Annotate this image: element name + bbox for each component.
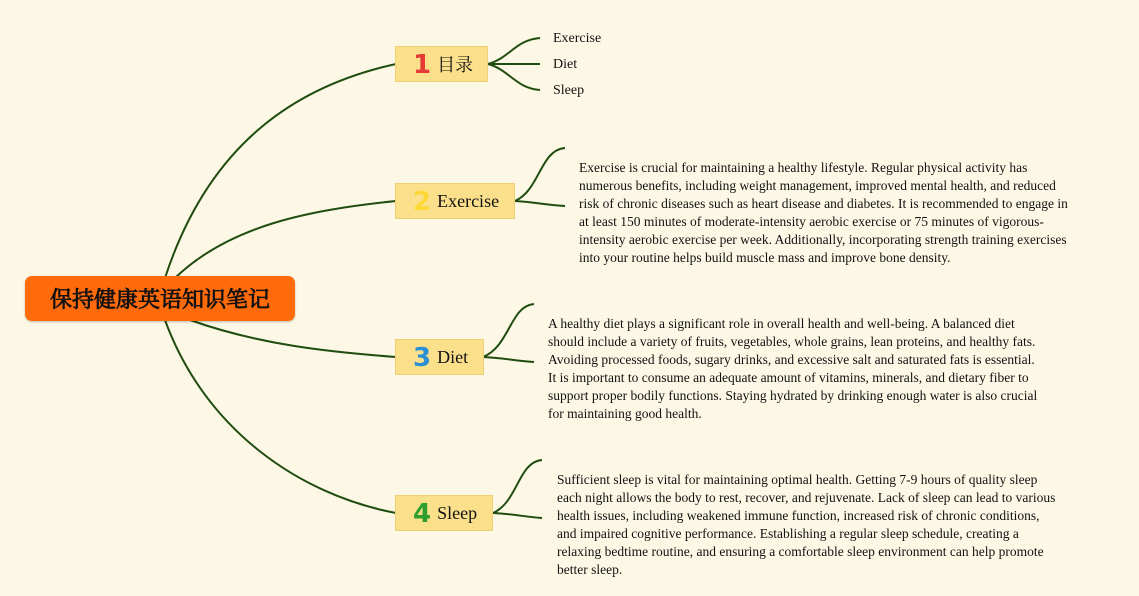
number-2-icon: 2 [413, 187, 432, 217]
connector-root-sleep [165, 320, 396, 513]
branch-diet[interactable] [395, 339, 484, 375]
connector-root-toc [165, 64, 396, 278]
branch-exercise-label: Exercise [437, 190, 500, 211]
diet-note: A healthy diet plays a significant role in overall health and well-being. A balanced diet should include a variety of fruits, vegetables, whole grains, lean proteins, and healthy fats. Avoiding processed foods, sugary drinks, and excessive salt and saturated fats is essential. It is important to consume an adequate amount of vitamins, minerals, and dietary fiber to support proper bodily functions. Staying hydrated by drinking enough water is also crucial for maintaining good health. [548, 316, 1038, 421]
connector-sleep-note [493, 460, 542, 518]
branch-toc[interactable] [395, 46, 488, 82]
number-1-icon: 1 [413, 50, 432, 80]
root-topic-title: 保持健康英语知识笔记 [49, 288, 270, 313]
connector-root-diet [190, 320, 396, 357]
branch-diet-label: Diet [437, 346, 469, 367]
connector-exercise-note [515, 148, 565, 206]
number-3-icon: 3 [413, 343, 432, 373]
root-topic[interactable] [25, 276, 295, 321]
number-4-icon: 4 [413, 499, 432, 529]
connector-toc-sleep [488, 64, 540, 90]
connector-toc-exercise [488, 38, 540, 64]
branch-toc-label: 目录 [437, 55, 474, 76]
toc-item-sleep[interactable]: Sleep [553, 83, 585, 98]
toc-item-exercise[interactable]: Exercise [553, 31, 602, 46]
exercise-note: Exercise is crucial for maintaining a healthy lifestyle. Regular physical activity has numerous benefits, including weight management, improved mental health, and reduced risk of chronic diseases such as heart disease and diabetes. It is recommended to engage in at least 150 minutes of moderate-intensity aerobic exercise or 75 minutes of vigorous-intensity aerobic exercise per week. Additionally, incorporating strength training exercises into your routine helps build muscle mass and improve bone density. [579, 160, 1068, 265]
sleep-note: Sufficient sleep is vital for maintaining optimal health. Getting 7-9 hours of quality sleep each night allows the body to rest, recover, and rejuvenate. Lack of sleep can lead to various health issues, including weakened immune function, increased risk of chronic conditions, and impaired cognitive performance. Establishing a regular sleep schedule, creating a relaxing bedtime routine, and ensuring a comfortable sleep environment can help promote better sleep. [557, 472, 1056, 577]
toc-item-diet[interactable]: Diet [553, 57, 578, 72]
connector-diet-note [483, 304, 534, 362]
connector-root-exercise [175, 201, 396, 278]
branch-sleep[interactable] [395, 495, 493, 531]
branch-sleep-label: Sleep [437, 502, 478, 523]
branch-exercise[interactable] [395, 183, 515, 219]
